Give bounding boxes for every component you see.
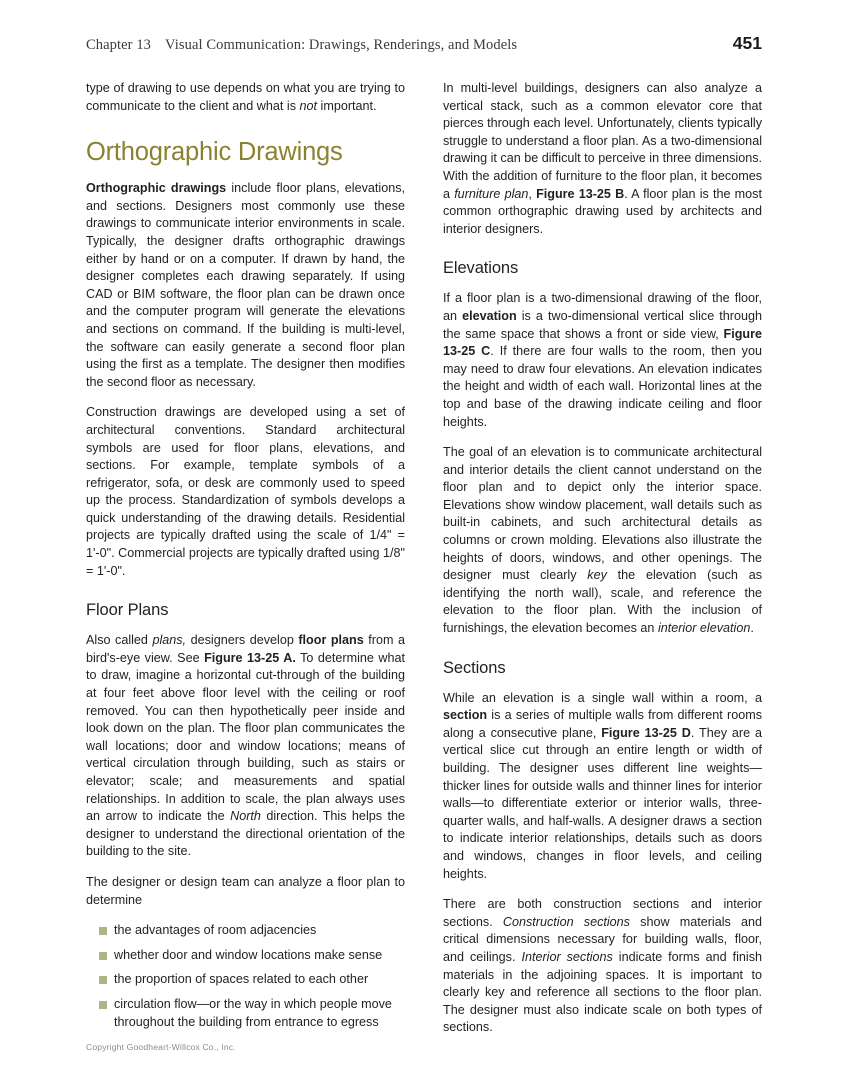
body-columns [86,80,762,1037]
figure-ref-13-25-d: Figure 13-25 D [601,725,691,740]
page-number: 451 [732,33,762,53]
paragraph-multilevel [443,80,762,238]
italic-north: North [230,809,261,824]
running-head [86,33,762,54]
text-seg: . [750,621,754,636]
text-seg: . They are a vertical slice cut through an entire length or width of building. The designer uses different line weights—thicker lines for outside walls and thinner lines for interior walls—to differentiate exterior or interior walls, three-quarter walls, and half-walls. A designer draws a section to indicate interior relationships, details such as doors and windows, changes in floor levels, and ceiling heights. [443,725,762,881]
italic-plans: plans, [152,633,187,648]
square-bullet-icon [99,976,107,984]
list-item [86,947,405,965]
running-head-text [86,37,517,54]
list-item-label: the advantages of room adjacencies [114,923,317,938]
right-column [443,80,762,1037]
italic-not: not [299,98,318,113]
chapter-label: Chapter 13 [86,37,152,53]
text-seg: designers develop [186,633,299,648]
copyright-footer: Copyright Goodheart-Willcox Co., Inc. [86,1042,236,1052]
chapter-title: Visual Communication: Drawings, Renderings, and Models [165,37,518,53]
text-seg: important. [317,98,377,113]
figure-ref-13-25-c: Figure 13-25 C [443,326,762,359]
italic-furniture-plan: furniture plan [454,186,529,201]
bold-term-orthographic-drawings: Orthographic drawings [86,181,227,196]
text-seg: To determine what to draw, imagine a horizontal cut-through of the building at four feet above floor level with the ceiling or roof removed. You can then hypothetically peer inside and look down on the plan. The floor plan communicates the wall locations; door and window locations; means of vertical circulation through building, such as stairs or elevator; scale; and measurements and spatial relationships. In addition to scale, the plan always uses an arrow to indicate the [86,650,405,824]
list-item [86,996,405,1031]
text-seg: While an elevation is a single wall within a room, a [443,690,762,705]
paragraph-orthographic [86,180,405,391]
figure-ref-13-25-b: Figure 13-25 B [536,186,625,201]
text-seg: There are both construction sections and interior sections. [443,897,762,929]
heading-orthographic-drawings: Orthographic Drawings [86,138,343,167]
list-item [86,971,405,989]
paragraph-construction-drawings: Construction drawings are developed using a set of architectural conventions. Standard architectural symbols are used for floor plans, elevations, and sections. For example, template symbols of a refrigerator, sofa, or desk are commonly used to speed up the process. Standardization of symbols develops a quick understanding of the drawing details. Residential projects are typically drafted using the scale of 1/4" = 1'-0". Commercial projects are typically drafted using 1/8" = 1'-0". [86,405,405,578]
text-seg: If a floor plan is a two-dimensional drawing of the floor, an [443,291,762,323]
text-seg: direction. This helps the designer to understand the directional orientation of the building to the site. [86,809,405,859]
list-item-label: the proportion of spaces related to each other [114,972,369,987]
square-bullet-icon [99,952,107,960]
paragraph-continued [86,80,405,115]
paragraph-analyze-intro: The designer or design team can analyze a floor plan to determine [86,874,405,907]
italic-construction-sections: Construction sections [502,914,630,929]
bold-term-floor-plans: floor plans [298,633,364,648]
paragraph-sections-types [443,896,762,1037]
figure-ref-13-25-a: Figure 13-25 A. [204,650,296,665]
paragraph-floor-plans [86,632,405,861]
text-seg: from a bird's-eye view. See [86,633,406,665]
paragraph-elevations-definition [443,290,762,431]
text-seg: the elevation (such as identifying the north wall), scale, and reference the elevation to the floor plan. With the inclusion of furnishings, the elevation becomes an [443,568,762,636]
heading-floor-plans: Floor Plans [86,601,169,620]
text-seg: show materials and critical dimensions necessary for building walls, floor, and ceilings. [443,914,763,964]
square-bullet-icon [99,927,107,935]
paragraph-sections-definition [443,690,762,884]
text-seg: is a two-dimensional vertical slice through the same space that shows a front or side view, [443,308,763,341]
italic-interior-sections: Interior sections [521,949,613,964]
heading-elevations: Elevations [443,259,519,278]
bold-term-elevation: elevation [462,308,517,323]
text-seg: The goal of an elevation is to communicate architectural and interior details the client cannot understand on the floor plan and to depict only the interior space. Elevations show window placement, wall details such as built-in cabinets, and such architectural details as columns or crown molding. Elevations also illustrate the heights of doors, windows, and other openings. The designer must clearly [443,445,762,583]
text-seg: indicate forms and finish materials in the adjoining spaces. It is important to clearly key and reference all sections to the floor plan. The designer must also indicate scale on both types of sections. [443,949,762,1035]
left-column [86,80,405,1037]
bullet-list [86,922,405,1031]
list-item-label: whether door and window locations make sense [114,947,383,962]
paragraph-elevations-goal [443,444,762,638]
italic-key: key [587,568,607,583]
text-seg: In multi-level buildings, designers can also analyze a vertical stack, such as a common elevator core that pierces through each level. Unfortunately, clients typically struggle to understand a floor plan. As a two-dimensional drawing it can be difficult to perceive in three dimensions. With the addition of furniture to the floor plan, it becomes a [443,81,762,201]
heading-sections: Sections [443,658,506,677]
text-seg: is a series of multiple walls from different rooms along a consecutive plane, [443,708,762,740]
text-seg: Also called [86,633,153,648]
list-item-label: circulation flow—or the way in which people move throughout the building from entrance to egress [114,996,392,1029]
text-seg: , [528,186,537,201]
list-item [86,922,405,940]
text-seg: . A floor plan is the most common orthographic drawing used by architects and interior designers. [443,186,762,236]
italic-interior-elevation: interior elevation [657,621,751,636]
text-seg: . If there are four walls to the room, then you may need to draw four elevations. An elevation indicates the height and width of each wall. Horizontal lines at the top and base of the drawing indicate ceiling and floor heights. [443,344,762,429]
text-seg: type of drawing to use depends on what you are trying to communicate to the client and what is [86,81,405,113]
square-bullet-icon [99,1001,107,1009]
text-seg: include floor plans, elevations, and sections. Designers most commonly use these drawings to communicate interior environments in scale. Typically, the designer drafts orthographic drawings either by hand or on a computer. If drawn by hand, the designer completes each drawing separately. If using CAD or BIM software, the floor plan can be drawn once and the computer program will generate the elevations and sections on command. If the building is multi-level, the software can easily generate a second floor plan using the first as a template. The designer then modifies the second floor as necessary. [86,181,406,389]
bold-term-section: section [443,708,488,723]
